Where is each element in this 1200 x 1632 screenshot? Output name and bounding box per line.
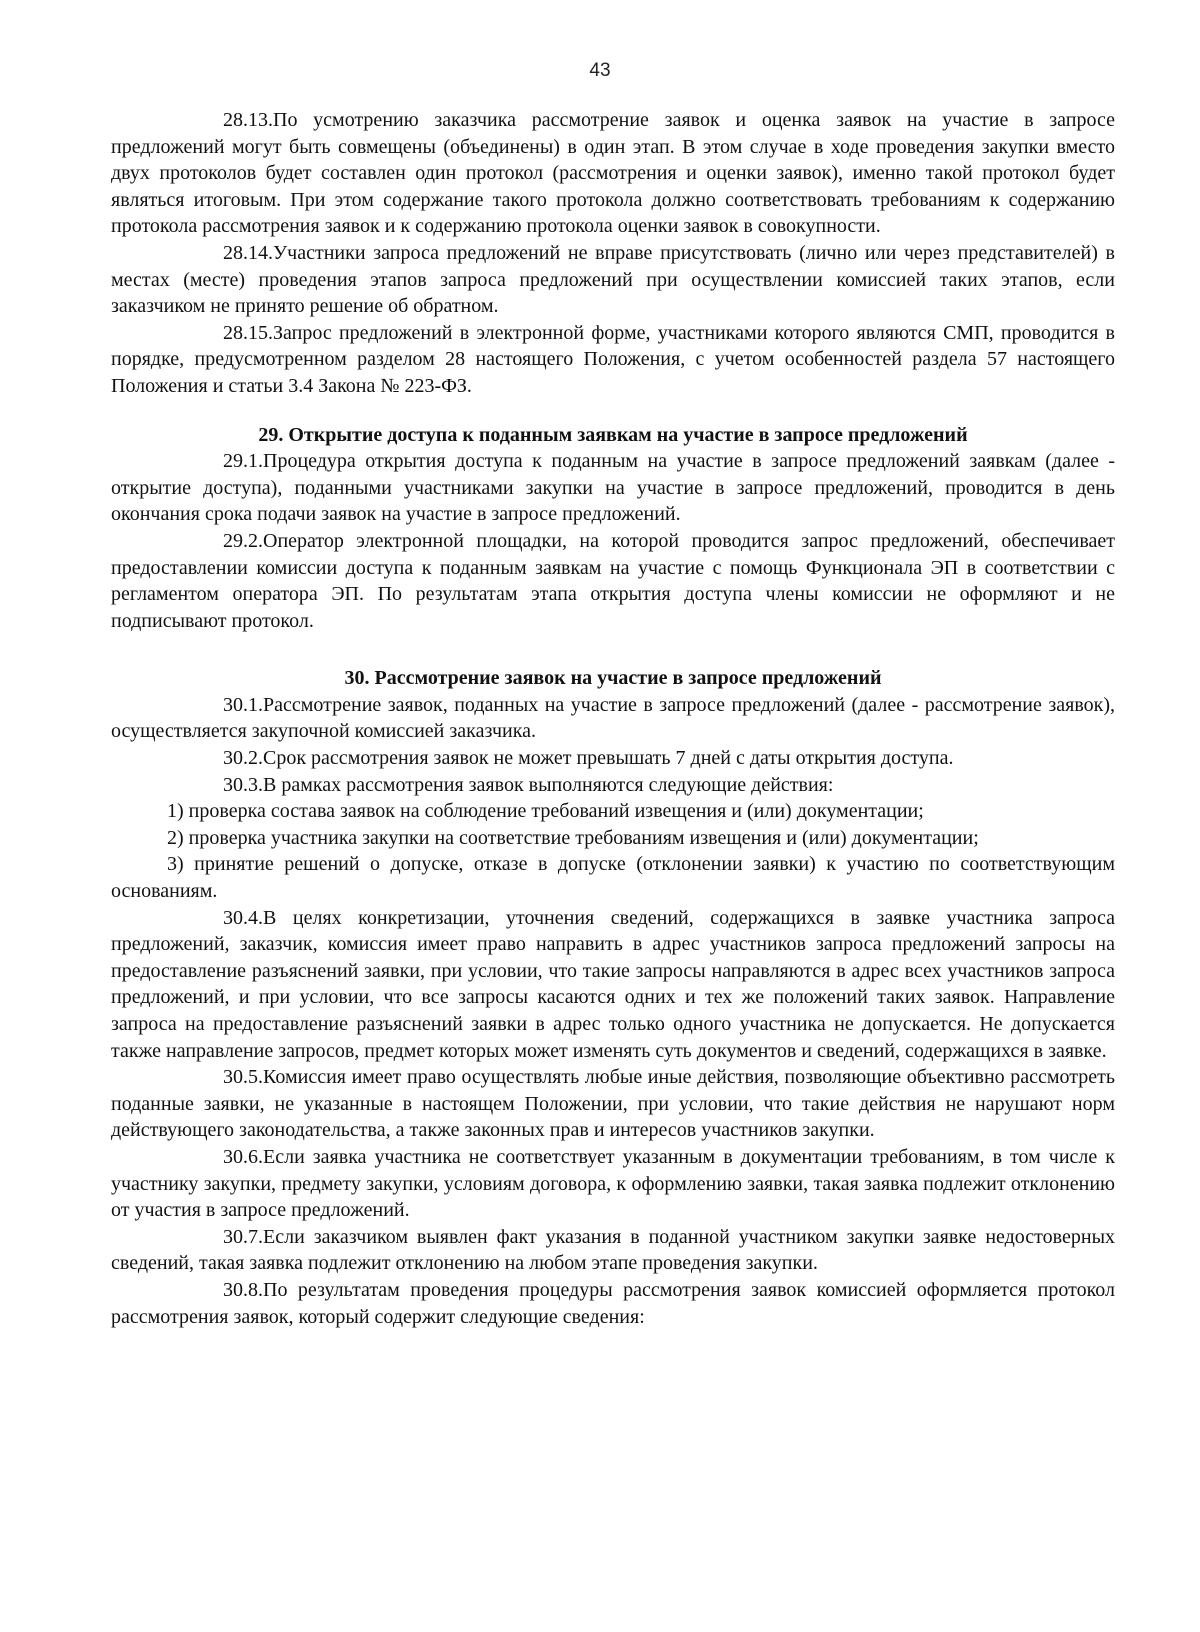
- paragraph-28-14: [111, 240, 1115, 320]
- paragraph-number: 30.6.: [223, 1145, 263, 1168]
- paragraph-number: 30.1.: [223, 693, 263, 716]
- paragraph-number: 29.2.: [223, 529, 263, 552]
- document-body: [111, 107, 1115, 1330]
- paragraph-number: 30.7.: [223, 1225, 263, 1248]
- paragraph-text: По результатам проведения процедуры рассмотрения заявок комиссией оформляется протокол рассмотрения заявок, который содержит следующие сведения:: [111, 1278, 1115, 1328]
- paragraph-28-13: [111, 107, 1115, 240]
- paragraph-30-5: [111, 1064, 1115, 1144]
- paragraph-28-15: [111, 320, 1115, 400]
- page-number: 43: [589, 60, 611, 81]
- paragraph-number: 28.14.: [223, 241, 273, 264]
- paragraph-30-6: [111, 1144, 1115, 1224]
- paragraph-30-3: [111, 772, 1115, 799]
- paragraph-text: Рассмотрение заявок, поданных на участие в запросе предложений (далее - рассмотрение заявок), осуществляется закупочной комиссией заказчика.: [111, 693, 1115, 743]
- paragraph-text: По усмотрению заказчика рассмотрение заявок и оценка заявок на участие в запросе предложений могут быть совмещены (объединены) в один этап. В этом случае в ходе проведения закупки вместо двух протоколов будет составлен один протокол (рассмотрения и оценки заявок), именно такой протокол будет являться итоговым. При этом содержание такого протокола должно соответствовать требованиям к содержанию протокола рассмотрения заявок и к содержанию протокола оценки заявок в совокупности.: [111, 109, 1115, 238]
- paragraph-text: Если заказчиком выявлен факт указания в поданной участником закупки заявке недостоверных сведений, такая заявка подлежит отклонению на любом этапе проведения закупки.: [111, 1225, 1115, 1275]
- paragraph-29-1: [111, 448, 1115, 528]
- list-item-1: 1) проверка состава заявок на соблюдение требований извещения и (или) документации;: [167, 800, 924, 823]
- paragraph-30-4: [111, 905, 1115, 1065]
- paragraph-number: 30.2.: [223, 747, 263, 770]
- paragraph-30-2: [111, 745, 1115, 772]
- paragraph-text: В целях конкретизации, уточнения сведений, содержащихся в заявке участника запроса предложений, заказчик, комиссия имеет право направить в адрес участников запроса предложений запросы на предоставление разъяснений заявки, при условии, что такие запросы направляются в адрес всех участников запроса предложений, и при условии, что все запросы касаются одних и тех же положений таких заявок. Направление запроса на предоставление разъяснений заявки в адрес только одного участника не допускается. Не допускается также направление запросов, предмет которых может изменять суть документов и сведений, содержащихся в заявке.: [111, 906, 1115, 1062]
- paragraph-text: Срок рассмотрения заявок не может превышать 7 дней с даты открытия доступа.: [263, 747, 954, 770]
- paragraph-number: 30.8.: [223, 1278, 263, 1301]
- list-item-2: 2) проверка участника закупки на соответствие требованиям извещения и (или) документации;: [167, 826, 979, 849]
- paragraph-text: В рамках рассмотрения заявок выполняются следующие действия:: [263, 773, 834, 796]
- paragraph-text: Если заявка участника не соответствует указанным в документации требованиям, в том числе к участнику закупки, предмету закупки, условиям договора, к оформлению заявки, такая заявка подлежит отклонению от участия в запросе предложений.: [111, 1145, 1115, 1222]
- paragraph-text: Процедура открытия доступа к поданным на участие в запросе предложений заявкам (далее - открытие доступа), поданными участниками закупки на участие в запросе предложений, проводится в день окончания срока подачи заявок на участие в запросе предложений.: [111, 450, 1115, 526]
- paragraph-text: Комиссия имеет право осуществлять любые иные действия, позволяющие объективно рассмотреть поданные заявки, не указанные в настоящем Положении, при условии, что такие действия не нарушают норм действующего законодательства, а также законных прав и интересов участников закупки.: [111, 1066, 1115, 1142]
- paragraph-30-8: [111, 1277, 1115, 1330]
- section-heading-29: 29. Открытие доступа к поданным заявкам на участие в запросе предложений: [258, 423, 968, 446]
- list-item-3: 3) принятие решений о допуске, отказе в допуске (отклонении заявки) к участию по соответствующим основаниям.: [111, 853, 1115, 903]
- paragraph-number: 29.1.: [223, 450, 263, 473]
- paragraph-number: 30.5.: [223, 1066, 263, 1089]
- paragraph-number: 30.4.: [223, 906, 263, 929]
- paragraph-text: Запрос предложений в электронной форме, участниками которого являются СМП, проводится в порядке, предусмотренном разделом 28 настоящего Положения, с учетом особенностей раздела 57 настоящего Положения и статьи 3.4 Закона № 223-ФЗ.: [111, 321, 1115, 397]
- paragraph-text: Участники запроса предложений не вправе присутствовать (лично или через представителей) в местах (месте) проведения этапов запроса предложений при осуществлении комиссией таких этапов, если заказчиком не принято решение об обратном.: [111, 241, 1115, 318]
- paragraph-number: 28.15.: [223, 321, 273, 344]
- paragraph-30-7: [111, 1224, 1115, 1277]
- paragraph-number: 28.13.: [223, 109, 273, 131]
- paragraph-text: Оператор электронной площадки, на которой проводится запрос предложений, обеспечивает предоставлении комиссии доступа к поданным заявкам на участие с помощь Функционала ЭП в соответствии с регламентом оператора ЭП. По результатам этапа открытия доступа члены комиссии не оформляют и не подписывают протокол.: [111, 529, 1115, 632]
- section-heading-30: 30. Рассмотрение заявок на участие в запросе предложений: [344, 667, 882, 690]
- paragraph-29-2: [111, 528, 1115, 634]
- paragraph-30-1: [111, 692, 1115, 745]
- paragraph-number: 30.3.: [223, 773, 263, 796]
